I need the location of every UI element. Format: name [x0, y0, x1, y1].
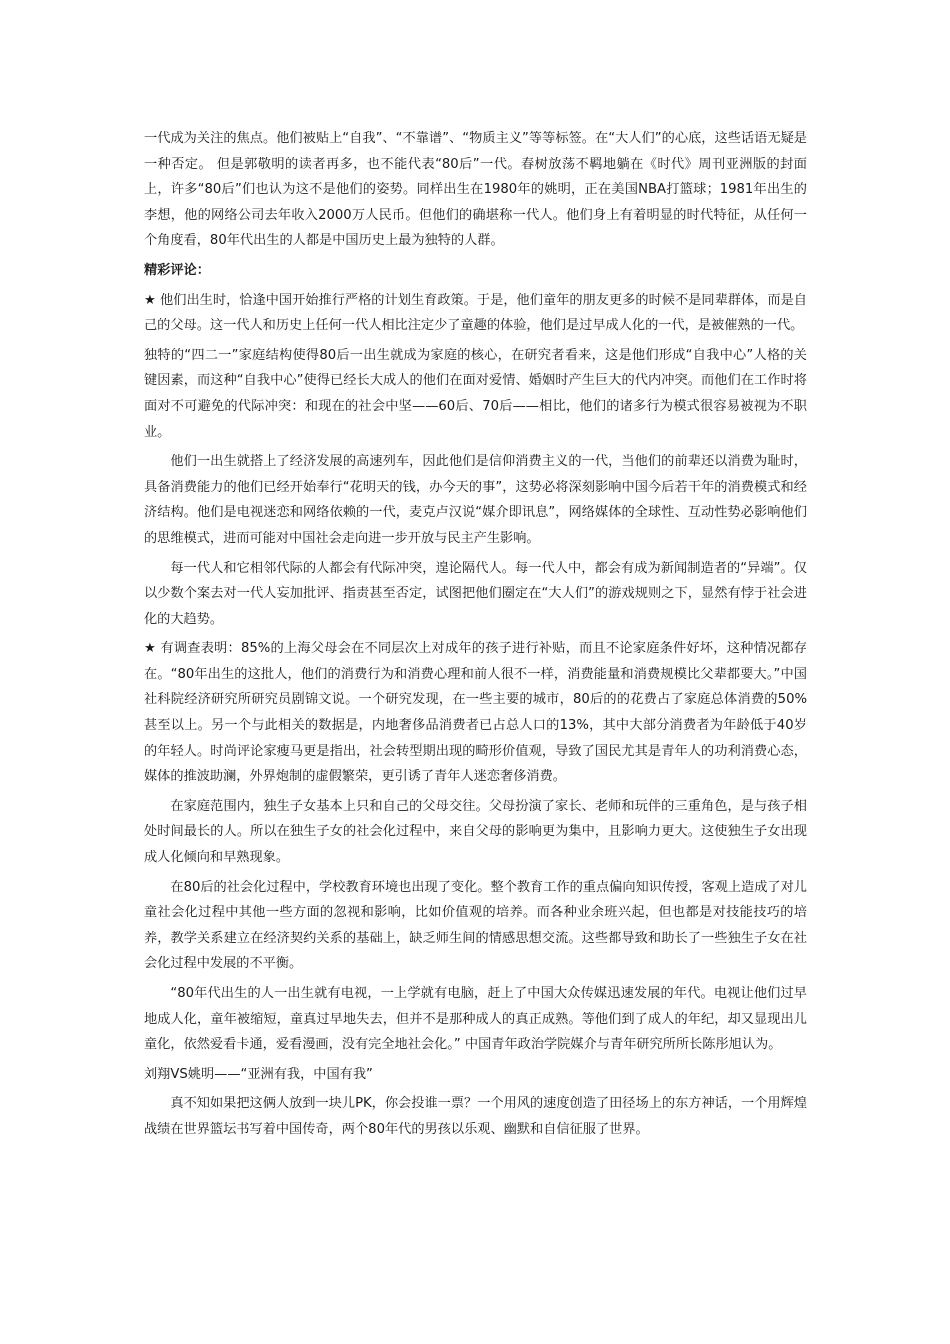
- paragraph: 一代成为关注的焦点。他们被贴上“自我”、“不靠谱”、“物质主义”等等标签。在“大人们”的心底，这些话语无疑是一种否定。 但是郭敬明的读者再多，也不能代表“80后”一代。春树放荡不羁地躺在《时代》周刊亚洲版的封面上，许多“80后”们也认为这不是他们的姿势。同样出生在1980年的姚明，正在美国NBA打篮球；1981年出生的李想，他的网络公司去年收入2000万人民币。但他们的确堪称一代人。他们身上有着明显的时代特征，从任何一个角度看，80年代出生的人都是中国历史上最为独特的人群。: [144, 131, 807, 249]
- subheading: 刘翔VS姚明——“亚洲有我，中国有我”: [144, 1066, 373, 1082]
- paragraph: 每一代人和它相邻代际的人都会有代际冲突，遑论隔代人。每一代人中，都会有成为新闻制造者的“异端”。仅以少数个案去对一代人妄加批评、指责甚至否定，试图把他们圈定在“大人们”的游戏规则之下，显然有悖于社会进化的大趋势。: [144, 560, 807, 627]
- section-heading: 精彩评论：: [144, 262, 210, 278]
- paragraph: 真不知如果把这俩人放到一块儿PK，你会投谁一票？一个用风的速度创造了田径场上的东方神话，一个用辉煌战绩在世界篮坛书写着中国传奇，两个80年代的男孩以乐观、幽默和自信征服了世界。: [144, 1096, 807, 1137]
- paragraph: ★ 他们出生时，恰逢中国开始推行严格的计划生育政策。于是，他们童年的朋友更多的时候不是同辈群体，而是自己的父母。这一代人和历史上任何一代人相比注定少了童趣的体验，他们是过早成人化的一代，是被催熟的一代。: [144, 292, 807, 334]
- paragraph: 在家庭范围内，独生子女基本上只和自己的父母交往。父母扮演了家长、老师和玩伴的三重角色，是与孩子相处时间最长的人。所以在独生子女的社会化过程中，来自父母的影响更为集中，且影响力更大。这使独生子女出现成人化倾向和早熟现象。: [144, 798, 807, 866]
- paragraph: ★ 有调查表明：85%的上海父母会在不同层次上对成年的孩子进行补贴，而且不论家庭条件好坏，这种情况都存在。“80年出生的这批人，他们的消费行为和消费心理和前人很不一样，消费能量和消费规模比父辈都要大。”中国社科院经济研究所研究员剧锦文说。一个研究发现，在一些主要的城市，80后的的花费占了家庭总体消费的50%甚至以上。另一个与此相关的数据是，内地奢侈品消费者已占总人口的13%，其中大部分消费者为年龄低于40岁的年轻人。时尚评论家瘦马更是指出，社会转型期出现的畸形价值观，导致了国民尤其是青年人的功利消费心态，媒体的推波助澜，外界炮制的虚假繁荣，更引诱了青年人迷恋奢侈消费。: [144, 641, 807, 785]
- paragraph: 在80后的社会化过程中，学校教育环境也出现了变化。整个教育工作的重点偏向知识传授，客观上造成了对儿童社会化过程中其他一些方面的忽视和影响，比如价值观的培养。而各种业余班兴起，但也都是对技能技巧的培养，教学关系建立在经济契约关系的基础上，缺乏师生间的情感思想交流。这些都导致和助长了一些独生子女在社会化过程中发展的不平衡。: [144, 879, 807, 972]
- paragraph: 独特的“四二一”家庭结构使得80后一出生就成为家庭的核心，在研究者看来，这是他们形成“自我中心”人格的关键因素，而这种“自我中心”使得已经长大成人的他们在面对爱情、婚姻时产生巨大的代内冲突。而他们在工作时将面对不可避免的代际冲突：和现在的社会中坚——60后、70后——相比，他们的诸多行为模式很容易被视为不职业。: [144, 347, 807, 440]
- paragraph: 他们一出生就搭上了经济发展的高速列车，因此他们是信仰消费主义的一代，当他们的前辈还以消费为耻时，具备消费能力的他们已经开始奉行“花明天的钱，办今天的事”，这势必将深刻影响中国今后若干年的消费模式和经济结构。他们是电视迷恋和网络依赖的一代，麦克卢汉说“媒介即讯息”，网络媒体的全球性、互动性势必影响他们的思维模式，进而可能对中国社会走向进一步开放与民主产生影响。: [144, 454, 807, 546]
- paragraph: “80年代出生的人一出生就有电视，一上学就有电脑，赶上了中国大众传媒迅速发展的年代。电视让他们过早地成人化，童年被缩短，童真过早地失去，但并不是那种成人的真正成熟。等他们到了成人的年纪，却又显现出儿童化，依然爱看卡通，爱看漫画，没有完全地社会化。” 中国青年政治学院媒介与青年研究所所长陈彤旭认为。: [144, 986, 807, 1053]
- document-page: [144, 126, 807, 1147]
